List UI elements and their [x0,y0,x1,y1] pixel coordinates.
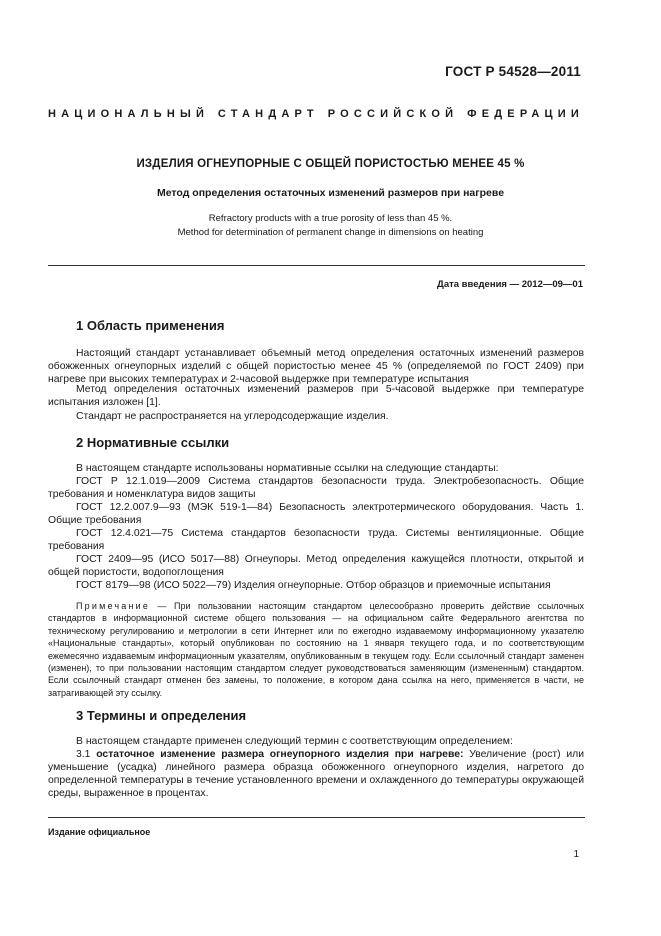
section-2-note [48,600,584,699]
header-divider [48,265,585,266]
section-3-intro: В настоящем стандарте применен следующий термин с соответствующим определением: [76,736,513,747]
reference-item: ГОСТ Р 12.1.019—2009 Система стандартов безопасности труда. Электробезопасность. Общие требования и номенклатура видов защиты [48,476,584,500]
term-definition [48,748,584,800]
term-name: остаточное изменение размера огнеупорного изделия при нагреве: [96,749,464,760]
english-title-line-2: Method for determination of permanent change in dimensions on heating [177,227,484,238]
reference-item: ГОСТ 12.2.007.9—93 (МЭК 519-1—84) Безопасность электротермического оборудования. Часть 1. Общие требования [48,502,584,526]
footer-divider [48,817,585,818]
national-standard-banner: НАЦИОНАЛЬНЫЙ СТАНДАРТ РОССИЙСКОЙ ФЕДЕРАЦИИ [48,108,584,120]
english-title-line-1: Refractory products with a true porosity of less than 45 %. [208,213,453,224]
official-edition-label: Издание официальное [48,827,151,837]
reference-item: ГОСТ 2409—95 (ИСО 5017—88) Огнеупоры. Метод определения кажущейся плотности, открытой и общей пористости, водопоглощения [48,554,584,578]
section-2-heading: 2 Нормативные ссылки [76,435,230,450]
page-number: 1 [573,849,579,860]
section-1-paragraph-2: Метод определения остаточных изменений размеров при 5-часовой выдержке при температуре испытания изложен [1]. [48,384,584,408]
section-1-paragraph-3: Стандарт не распространяется на углеродсодержащие изделия. [76,411,389,422]
section-1-heading: 1 Область применения [76,318,225,333]
document-subtitle: Метод определения остаточных изменений размеров при нагреве [156,187,505,199]
reference-item: ГОСТ 12.4.021—75 Система стандартов безопасности труда. Системы вентиляционные. Общие требования [48,528,584,552]
reference-item: ГОСТ 8179—98 (ИСО 5022—79) Изделия огнеупорные. Отбор образцов и приемочные испытания [76,580,551,591]
note-text: — При пользовании настоящим стандартом целесообразно проверить действие ссылочных стандартов в информационной системе общего пользования — на официальном сайте Федерального агентства по техническому регулированию и метрологии в сети Интернет или по ежегодно издаваемому информационному указателю «Национальные стандарты», который опубликован по состоянию на 1 января текущего года, и по соответствующим ежемесячно издаваемым информационным указателям, опубликованным в текущем году. Если ссылочный стандарт заменен (изменен), то при пользовании настоящим стандартом следует руководствоваться заменяющим (измененным) стандартом. Если ссылочный стандарт отменен без замены, то положение, в котором дана ссылка на него, применяется в части, не затрагивающей эту ссылку. [48,601,584,698]
term-number: 3.1 [76,749,91,760]
section-2-intro: В настоящем стандарте использованы нормативные ссылки на следующие стандарты: [76,463,499,474]
introduction-date: Дата введения — 2012—09—01 [437,279,583,290]
document-title: ИЗДЕЛИЯ ОГНЕУПОРНЫЕ С ОБЩЕЙ ПОРИСТОСТЬЮ МЕНЕЕ 45 % [136,158,525,170]
term-definition-text: Увеличение (рост) или уменьшение (усадка) линейного размера образца обожженного огнеупорного изделия, нагретого до определенной температуры в течение установленного времени и охлажденного до температуры окружающей среды, выраженное в процентах. [48,749,585,799]
note-label: Примечание [76,601,151,611]
section-3-heading: 3 Термины и определения [76,708,247,723]
section-1-paragraph-1: Настоящий стандарт устанавливает объемный метод определения остаточных изменений размеров обожженных огнеупорных изделий с общей пористостью менее 45 % (определяемой по ГОСТ 2409) при нагреве при высоких температурах и 2-часовой выдержке при температуре испытания [48,348,584,385]
document-code: ГОСТ Р 54528—2011 [445,64,581,79]
